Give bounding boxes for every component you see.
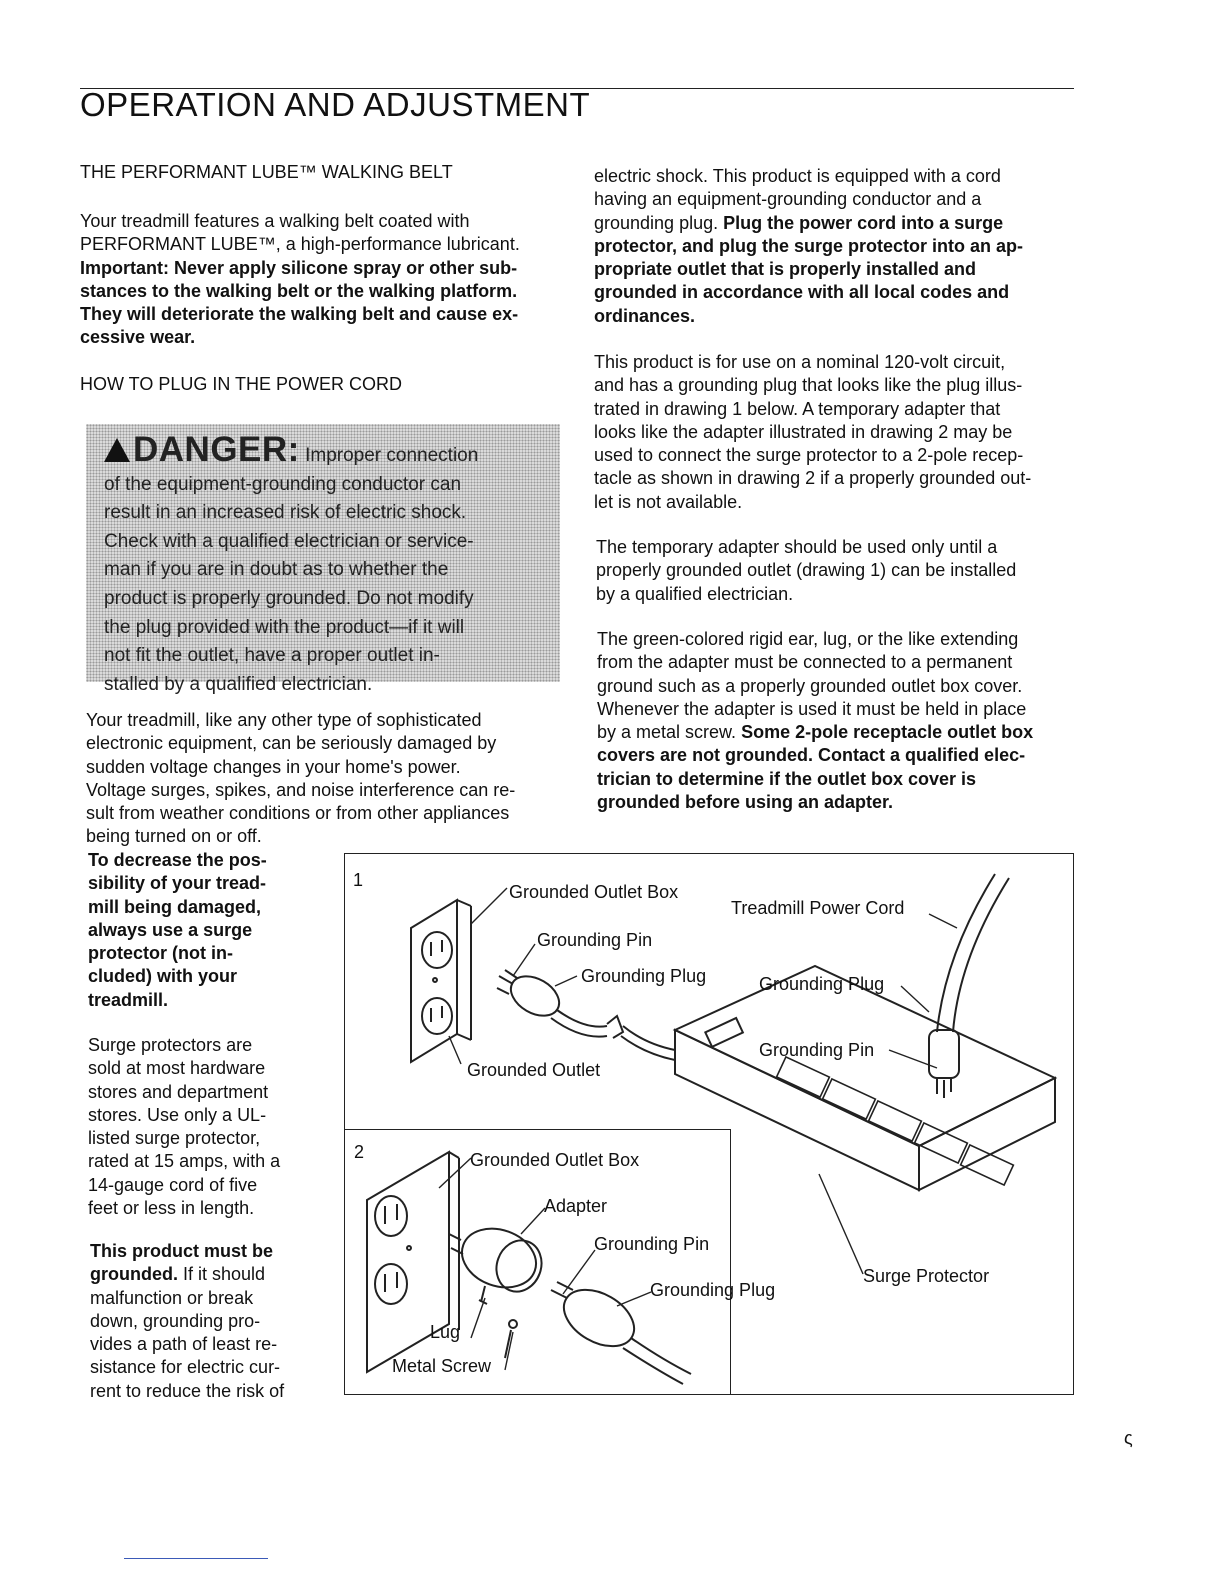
text-line: Your treadmill features a walking belt coated with	[80, 211, 470, 231]
text-line: used to connect the surge protector to a 2-pole recep-	[594, 445, 1024, 466]
danger-line: of the equipment-grounding conductor can	[104, 473, 462, 495]
text-line: trated in drawing 1 below. A temporary adapter that	[594, 398, 1001, 419]
page-title: OPERATION AND ADJUSTMENT	[80, 86, 591, 123]
text-line: down, grounding pro-	[90, 1310, 261, 1331]
label-lug: Lug	[430, 1322, 461, 1342]
text-line: listed surge protector,	[88, 1128, 261, 1149]
text-line: This product must be	[90, 1241, 274, 1261]
text-line: Important: Never apply silicone spray or other sub-	[80, 257, 518, 278]
text-line: protector (not in-	[88, 943, 233, 964]
text-line: electronic equipment, can be seriously damaged by	[86, 733, 497, 754]
label-grounding-pin: Grounding Pin	[759, 1040, 875, 1060]
belt-heading: THE PERFORMANT LUBE™ WALKING BELT	[80, 162, 453, 182]
label-grounded-outlet-box: Grounded Outlet Box	[470, 1150, 640, 1170]
danger-line: the plug provided with the product—if it will	[104, 616, 465, 638]
drawing-2-frame	[344, 1129, 776, 1394]
text-line: being turned on or off.	[86, 826, 262, 847]
text-line: let is not available.	[594, 491, 743, 512]
label-surge-protector: Surge Protector	[863, 1266, 990, 1286]
grounding-paragraph	[594, 165, 1023, 328]
text-line: sold at most hardware	[88, 1058, 266, 1079]
text-line: looks like the adapter illustrated in drawing 2 may be	[594, 421, 1013, 442]
text-line: treadmill.	[88, 989, 169, 1010]
text-line: They will deteriorate the walking belt and cause ex-	[80, 304, 519, 325]
label-grounding-plug: Grounding Plug	[650, 1280, 776, 1300]
decrease-paragraph	[88, 849, 267, 1012]
text-line: properly grounded outlet (drawing 1) can be installed	[596, 560, 1017, 581]
text-line: malfunction or break	[90, 1287, 254, 1308]
text-line: by a metal screw.	[597, 722, 737, 743]
grounded-paragraph	[90, 1240, 284, 1403]
text-line: ordinances.	[594, 305, 696, 326]
label-treadmill-power-cord: Treadmill Power Cord	[731, 898, 905, 918]
label-metal-screw: Metal Screw	[392, 1356, 492, 1376]
text-line: Whenever the adapter is used it must be held in place	[597, 698, 1027, 719]
text-line: grounded before using an adapter.	[597, 792, 894, 813]
text-line: sult from weather conditions or from other appliances	[86, 803, 510, 824]
lug-paragraph	[597, 628, 1033, 814]
text-line: sistance for electric cur-	[90, 1357, 281, 1378]
text-line: stores. Use only a UL-	[88, 1104, 267, 1125]
text-line: This product is for use on a nominal 120-volt circuit,	[594, 352, 1006, 372]
belt-intro-paragraph	[80, 210, 520, 350]
text-line: tacle as shown in drawing 2 if a properly grounded out-	[594, 468, 1032, 489]
text-line: vides a path of least re-	[90, 1334, 278, 1355]
text-line: from the adapter must be connected to a permanent	[597, 652, 1013, 673]
danger-line: Improper connection	[305, 445, 479, 466]
danger-line: product is properly grounded. Do not modify	[104, 587, 474, 609]
text-line: 14-gauge cord of five	[88, 1174, 258, 1195]
treadmill-power-cord-drawing	[929, 874, 1009, 1098]
danger-word: DANGER:	[133, 430, 300, 469]
text-line: mill being damaged,	[88, 896, 262, 917]
page-number: ς	[1124, 1428, 1133, 1448]
text-line: feet or less in length.	[88, 1198, 255, 1219]
text-line: stances to the walking belt or the walking platform.	[80, 280, 518, 301]
text-line: grounding plug.	[594, 212, 719, 233]
text-line: sudden voltage changes in your home's power.	[86, 756, 461, 777]
danger-line: stalled by a qualified electrician.	[104, 673, 373, 695]
text-line: Surge protectors are	[88, 1035, 253, 1055]
text-line: rent to reduce the risk of	[90, 1380, 285, 1401]
danger-box	[86, 424, 560, 695]
text-line: propriate outlet that is properly installed and	[594, 259, 977, 280]
text-line: The green-colored rigid ear, lug, or the like extending	[597, 629, 1019, 649]
text-line: If it should	[183, 1264, 266, 1285]
text-line: grounded.	[90, 1264, 178, 1285]
text-line: Some 2-pole receptacle outlet box	[741, 722, 1034, 743]
adapter-paragraph	[596, 536, 1016, 606]
grounded-outlet-box-drawing-1	[411, 900, 471, 1062]
plug-heading: HOW TO PLUG IN THE POWER CORD	[80, 374, 403, 394]
text-line: The temporary adapter should be used only until a	[596, 537, 998, 557]
text-line: trician to determine if the outlet box cover is	[597, 768, 977, 789]
label-grounded-outlet-box: Grounded Outlet Box	[509, 882, 679, 902]
text-line: sibility of your tread-	[88, 873, 267, 894]
label-grounded-outlet: Grounded Outlet	[467, 1060, 601, 1080]
text-line: protector, and plug the surge protector into an ap-	[594, 235, 1024, 256]
text-line: grounded in accordance with all local codes and	[594, 282, 1010, 303]
text-line: Voltage surges, spikes, and noise interference can re-	[86, 779, 516, 800]
text-line: by a qualified electrician.	[596, 583, 794, 604]
danger-line: man if you are in doubt as to whether the	[104, 559, 449, 581]
text-line: PERFORMANT LUBE™, a high-performance lubricant.	[80, 234, 520, 255]
drawing-2-number: 2	[354, 1142, 365, 1162]
text-line: rated at 15 amps, with a	[88, 1151, 281, 1172]
text-line: electric shock. This product is equipped with a cord	[594, 166, 1001, 186]
text-line: always use a surge	[88, 919, 253, 940]
surge-protector-drawing	[675, 966, 1055, 1190]
text-line: and has a grounding plug that looks like the plug illus-	[594, 375, 1023, 396]
danger-line: Check with a qualified electrician or service-	[104, 530, 474, 552]
text-line: cluded) with your	[88, 966, 238, 987]
label-grounding-plug: Grounding Plug	[759, 974, 885, 994]
circuit-paragraph	[594, 351, 1031, 514]
label-grounding-plug: Grounding Plug	[581, 966, 707, 986]
sold-paragraph	[88, 1034, 280, 1220]
footer-rule	[124, 1558, 268, 1559]
text-line: To decrease the pos-	[88, 850, 267, 870]
text-line: cessive wear.	[80, 327, 196, 348]
label-grounding-pin: Grounding Pin	[594, 1234, 710, 1254]
text-line: having an equipment-grounding conductor and a	[594, 189, 982, 210]
text-line: Your treadmill, like any other type of sophisticated	[86, 710, 482, 730]
text-line: stores and department	[88, 1081, 269, 1102]
surge-paragraph	[86, 709, 515, 849]
drawing-1-number: 1	[353, 870, 364, 890]
label-adapter: Adapter	[544, 1196, 608, 1216]
text-line: ground such as a properly grounded outlet box cover.	[597, 675, 1023, 696]
danger-line: result in an increased risk of electric shock.	[104, 502, 467, 524]
warning-triangle-icon	[104, 438, 130, 462]
label-grounding-pin: Grounding Pin	[537, 930, 653, 950]
text-line: Plug the power cord into a surge	[723, 212, 1004, 233]
text-line: covers are not grounded. Contact a qualified elec-	[597, 745, 1026, 766]
danger-line: not fit the outlet, have a proper outlet in-	[104, 645, 440, 667]
